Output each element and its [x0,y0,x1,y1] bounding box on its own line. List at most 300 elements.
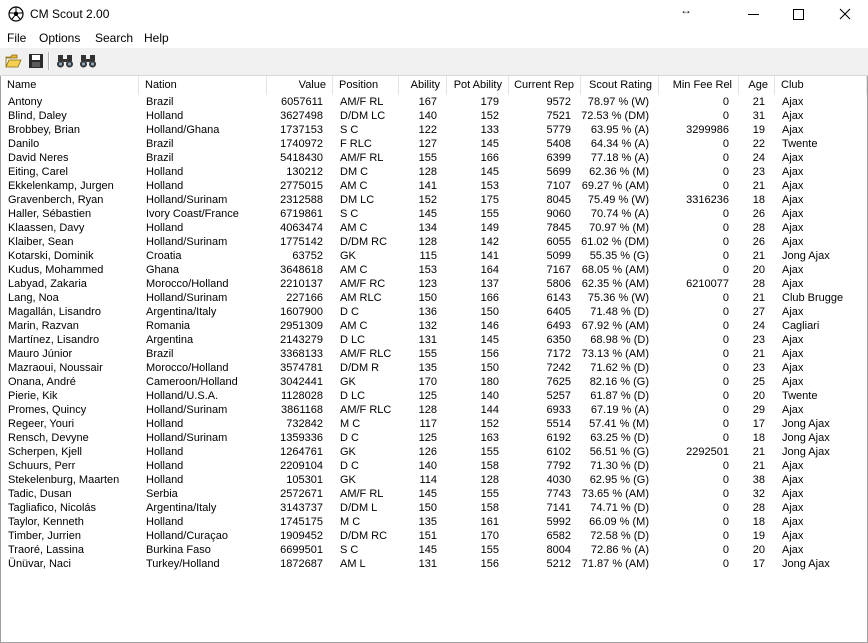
cell-name: Brobbey, Brian [8,124,80,136]
cell-name: Tagliafico, Nicolás [8,502,97,514]
cell-ability: 135 [418,516,437,528]
cell-position: AM/F RL [340,488,384,500]
cell-scout-rating: 68.05 % (AM) [581,264,649,276]
column-header-ability[interactable]: Ability [399,76,447,95]
cell-club: Ajax [782,488,804,500]
cell-club: Jong Ajax [782,558,830,570]
cell-ability: 132 [418,320,437,332]
cell-age: 19 [752,124,765,136]
cell-pot-ability: 156 [480,348,499,360]
cell-name: Traoré, Lassina [8,544,85,556]
cell-club: Jong Ajax [782,432,830,444]
table-row[interactable] [1,333,867,347]
player-list[interactable] [0,76,868,643]
cell-age: 28 [752,502,765,514]
cell-pot-ability: 155 [480,544,499,556]
table-row[interactable] [1,543,867,557]
cell-scout-rating: 63.25 % (D) [590,432,649,444]
cell-ability: 127 [418,138,437,150]
cell-club: Twente [782,390,818,402]
table-row[interactable] [1,179,867,193]
cell-current-rep: 7743 [546,488,571,500]
cell-name: Promes, Quincy [8,404,87,416]
cell-min-fee-rel: 0 [722,376,729,388]
cell-scout-rating: 73.13 % (AM) [581,348,649,360]
cell-position: S C [340,544,359,556]
cell-ability: 151 [418,530,437,542]
table-row[interactable] [1,137,867,151]
table-row[interactable] [1,319,867,333]
cell-scout-rating: 73.65 % (AM) [581,488,649,500]
cell-nation: Croatia [146,250,182,262]
cell-club: Ajax [782,194,804,206]
cell-age: 26 [752,208,765,220]
cell-min-fee-rel: 0 [722,348,729,360]
cell-ability: 125 [418,432,437,444]
cell-scout-rating: 71.30 % (D) [590,460,649,472]
cell-position: D/DM RC [340,236,388,248]
table-row[interactable] [1,235,867,249]
cell-age: 17 [752,418,765,430]
cell-age: 23 [752,166,765,178]
table-row[interactable] [1,123,867,137]
column-header-row [1,76,867,95]
cell-nation: Holland/Surinam [146,236,228,248]
table-row[interactable] [1,515,867,529]
cell-club: Ajax [782,502,804,514]
cell-value: 1359336 [280,432,323,444]
column-header-pot-ability[interactable]: Pot Ability [447,76,509,95]
cell-pot-ability: 150 [480,306,499,318]
cell-pot-ability: 155 [480,208,499,220]
cell-ability: 135 [418,362,437,374]
cell-position: AM/F RC [340,278,386,290]
cell-ability: 122 [418,124,437,136]
cell-position: DM LC [340,194,375,206]
cell-name: Klaassen, Davy [8,222,85,234]
cell-value: 5418430 [280,152,323,164]
table-row[interactable] [1,221,867,235]
cell-position: D C [340,460,359,472]
cell-pot-ability: 140 [480,390,499,402]
cell-ability: 140 [418,460,437,472]
cell-ability: 128 [418,166,437,178]
cell-value: 227166 [286,292,323,304]
cell-current-rep: 6055 [546,236,571,248]
cell-club: Ajax [782,152,804,164]
cell-nation: Holland/Surinam [146,404,228,416]
cell-current-rep: 6933 [546,404,571,416]
cell-age: 23 [752,334,765,346]
cell-current-rep: 5699 [546,166,571,178]
cell-min-fee-rel: 0 [722,558,729,570]
cell-nation: Holland [146,180,184,192]
cell-scout-rating: 63.95 % (A) [590,124,649,136]
cell-min-fee-rel: 0 [722,264,729,276]
cell-value: 2951309 [280,320,323,332]
minimize-button[interactable] [730,0,776,28]
cell-ability: 145 [418,544,437,556]
cell-pot-ability: 145 [480,334,499,346]
cell-scout-rating: 55.35 % (G) [589,250,649,262]
cell-club: Ajax [782,96,804,108]
cell-value: 3368133 [280,348,323,360]
cell-pot-ability: 150 [480,362,499,374]
cell-club: Ajax [782,236,804,248]
cell-value: 6719861 [280,208,323,220]
cell-value: 2210137 [280,278,323,290]
cell-position: GK [340,474,356,486]
cell-ability: 128 [418,236,437,248]
cell-nation: Holland [146,166,184,178]
cell-position: D C [340,306,359,318]
cell-min-fee-rel: 0 [722,404,729,416]
cell-club: Ajax [782,306,804,318]
cell-ability: 125 [418,390,437,402]
cell-ability: 153 [418,264,437,276]
cell-value: 1909452 [280,530,323,542]
cell-value: 3574781 [280,362,323,374]
binoculars-icon [78,52,98,70]
cell-age: 21 [752,446,765,458]
cell-club: Ajax [782,222,804,234]
cell-current-rep: 8045 [546,194,571,206]
table-row[interactable] [1,165,867,179]
cell-age: 27 [752,306,765,318]
cell-pot-ability: 164 [480,264,499,276]
cell-age: 18 [752,432,765,444]
cell-name: Onana, André [8,376,76,388]
cell-nation: Argentina/Italy [146,502,217,514]
cell-value: 4063474 [280,222,323,234]
cell-age: 20 [752,390,765,402]
table-row[interactable] [1,109,867,123]
cell-current-rep: 7141 [546,502,571,514]
table-row[interactable] [1,529,867,543]
table-row[interactable] [1,277,867,291]
cell-name: Labyad, Zakaria [8,278,87,290]
cell-value: 2143279 [280,334,323,346]
column-header-nation[interactable]: Nation [139,76,267,95]
cell-current-rep: 7792 [546,460,571,472]
cell-value: 732842 [286,418,323,430]
cell-current-rep: 4030 [546,474,571,486]
cell-pot-ability: 170 [480,530,499,542]
cell-min-fee-rel: 0 [722,362,729,374]
cell-current-rep: 6399 [546,152,571,164]
cell-value: 1740972 [280,138,323,150]
cell-ability: 155 [418,348,437,360]
cell-min-fee-rel: 0 [722,516,729,528]
cell-current-rep: 6405 [546,306,571,318]
cell-value: 63752 [292,250,323,262]
cell-min-fee-rel: 0 [722,292,729,304]
toolbar-separator [48,52,50,70]
resize-cursor-icon: ↔ [680,3,692,17]
cell-current-rep: 7242 [546,362,571,374]
cell-pot-ability: 146 [480,320,499,332]
column-header-position[interactable]: Position [333,76,399,95]
table-row[interactable] [1,207,867,221]
menu-options[interactable]: Options [39,31,81,45]
cell-club: Jong Ajax [782,250,830,262]
cell-nation: Cameroon/Holland [146,376,238,388]
cell-age: 25 [752,376,765,388]
cell-age: 23 [752,362,765,374]
cell-min-fee-rel: 3316236 [686,194,729,206]
table-row[interactable] [1,263,867,277]
cell-value: 6699501 [280,544,323,556]
table-row[interactable] [1,193,867,207]
maximize-icon [793,9,804,20]
cell-club: Twente [782,138,818,150]
cell-name: Mazraoui, Noussair [8,362,103,374]
cell-club: Ajax [782,334,804,346]
cell-scout-rating: 78.97 % (W) [587,96,649,108]
cell-min-fee-rel: 0 [722,110,729,122]
cell-min-fee-rel: 0 [722,460,729,472]
cell-name: Tadic, Dusan [8,488,72,500]
cell-nation: Holland [146,446,184,458]
toolbar [0,48,868,76]
cell-position: DM C [340,166,369,178]
cell-current-rep: 6192 [546,432,571,444]
cell-min-fee-rel: 0 [722,250,729,262]
table-row[interactable] [1,389,867,403]
column-header-age[interactable]: Age [739,76,775,95]
cell-age: 20 [752,264,765,276]
open-button[interactable] [4,52,24,70]
table-row[interactable] [1,557,867,571]
cell-ability: 134 [418,222,437,234]
table-row[interactable] [1,291,867,305]
cell-nation: Morocco/Holland [146,362,229,374]
cell-value: 2572671 [280,488,323,500]
cell-ability: 167 [418,96,437,108]
cell-min-fee-rel: 0 [722,222,729,234]
table-row[interactable] [1,501,867,515]
cell-current-rep: 6582 [546,530,571,542]
cell-name: Gravenberch, Ryan [8,194,104,206]
cell-min-fee-rel: 0 [722,390,729,402]
table-row[interactable] [1,445,867,459]
table-row[interactable] [1,403,867,417]
cell-pot-ability: 145 [480,138,499,150]
cell-nation: Brazil [146,96,174,108]
close-icon [839,8,851,20]
cell-current-rep: 5257 [546,390,571,402]
title-bar [0,0,868,28]
cell-club: Ajax [782,376,804,388]
cell-pot-ability: 149 [480,222,499,234]
cell-min-fee-rel: 0 [722,166,729,178]
column-header-min-fee-rel[interactable]: Min Fee Rel [659,76,739,95]
cell-min-fee-rel: 0 [722,306,729,318]
cell-name: Schuurs, Perr [8,460,76,472]
cell-club: Ajax [782,264,804,276]
cell-current-rep: 5514 [546,418,571,430]
cell-ability: 141 [418,180,437,192]
cell-pot-ability: 166 [480,292,499,304]
cell-value: 1737153 [280,124,323,136]
cell-value: 3143737 [280,502,323,514]
cell-scout-rating: 62.35 % (AM) [581,278,649,290]
cell-min-fee-rel: 3299986 [686,124,729,136]
cell-nation: Burkina Faso [146,544,211,556]
column-header-scout-rating[interactable]: Scout Rating [581,76,659,95]
cell-position: GK [340,250,356,262]
cell-name: Mauro Júnior [8,348,73,360]
cell-value: 1264761 [280,446,323,458]
table-row[interactable] [1,95,867,109]
table-row[interactable] [1,249,867,263]
cell-current-rep: 7625 [546,376,571,388]
cell-current-rep: 7521 [546,110,571,122]
cell-scout-rating: 69.27 % (AM) [581,180,649,192]
cell-current-rep: 5212 [546,558,571,570]
cell-age: 31 [752,110,765,122]
cell-ability: 126 [418,446,437,458]
cell-age: 24 [752,320,765,332]
cell-ability: 152 [418,194,437,206]
cell-club: Ajax [782,460,804,472]
cell-age: 19 [752,530,765,542]
cell-pot-ability: 152 [480,110,499,122]
cell-nation: Ghana [146,264,180,276]
cell-club: Ajax [782,530,804,542]
menu-help[interactable]: Help [144,31,169,45]
table-row[interactable] [1,305,867,319]
cell-min-fee-rel: 0 [722,208,729,220]
cell-min-fee-rel: 0 [722,152,729,164]
column-header-value[interactable]: Value [267,76,333,95]
menu-bar [0,28,868,48]
cell-position: GK [340,376,356,388]
cell-ability: 117 [419,418,437,430]
cell-age: 21 [752,96,765,108]
column-header-current-rep[interactable]: Current Rep [509,76,581,95]
table-row[interactable] [1,473,867,487]
cell-scout-rating: 67.92 % (AM) [581,320,649,332]
search-next-button[interactable] [78,52,98,70]
cell-current-rep: 5806 [546,278,571,290]
cell-position: AM C [340,222,368,234]
cell-position: AM/F RLC [340,348,392,360]
cell-position: AM C [340,320,368,332]
cell-min-fee-rel: 0 [722,488,729,500]
search-button[interactable] [55,52,75,70]
cell-scout-rating: 74.71 % (D) [590,502,649,514]
cell-pot-ability: 133 [480,124,499,136]
table-row[interactable] [1,375,867,389]
table-row[interactable] [1,431,867,445]
cell-nation: Romania [146,320,191,332]
cell-min-fee-rel: 0 [722,474,729,486]
cell-position: M C [340,516,361,528]
cell-position: AM RLC [340,292,382,304]
cell-position: AM C [340,180,368,192]
cell-name: Ünüvar, Naci [8,558,71,570]
cell-pot-ability: 166 [480,152,499,164]
cell-scout-rating: 72.86 % (A) [590,544,649,556]
window-title: CM Scout 2.00 [30,7,110,21]
table-row[interactable] [1,361,867,375]
cell-name: Haller, Sébastien [8,208,92,220]
cell-scout-rating: 77.18 % (A) [590,152,649,164]
maximize-button[interactable] [775,0,821,28]
cell-age: 28 [752,278,765,290]
cell-pot-ability: 155 [480,488,499,500]
cell-club: Ajax [782,278,804,290]
cell-position: S C [340,124,359,136]
table-row[interactable] [1,459,867,473]
cell-age: 18 [752,194,765,206]
cell-value: 1872687 [280,558,323,570]
cell-min-fee-rel: 0 [722,502,729,514]
cell-position: D/DM RC [340,530,388,542]
save-icon [26,52,46,70]
cell-ability: 150 [418,502,437,514]
cell-name: Eiting, Carel [8,166,68,178]
cell-club: Ajax [782,208,804,220]
cell-scout-rating: 75.36 % (W) [587,292,649,304]
cell-current-rep: 6102 [546,446,571,458]
cell-value: 1775142 [280,236,323,248]
cell-name: Kudus, Mohammed [8,264,104,276]
cell-min-fee-rel: 0 [722,544,729,556]
cell-name: Marin, Razvan [8,320,79,332]
table-row[interactable] [1,417,867,431]
cell-current-rep: 9060 [546,208,571,220]
menu-file[interactable]: File [7,31,27,45]
close-button[interactable] [822,0,868,28]
soccer-ball-icon [8,6,24,22]
table-row[interactable] [1,347,867,361]
cell-ability: 114 [419,474,437,486]
table-row[interactable] [1,487,867,501]
cell-age: 24 [752,152,765,164]
cell-min-fee-rel: 0 [722,180,729,192]
cell-pot-ability: 153 [480,180,499,192]
menu-search[interactable]: Search [95,31,134,45]
cell-nation: Holland/Ghana [146,124,220,136]
cell-nation: Holland [146,222,184,234]
cell-name: Pierie, Kik [8,390,58,402]
cell-current-rep: 6493 [546,320,571,332]
save-button[interactable] [26,52,46,70]
cell-position: D LC [340,334,366,346]
cell-club: Ajax [782,110,804,122]
column-header-club[interactable]: Club [775,76,867,95]
cell-name: Lang, Noa [8,292,59,304]
cell-value: 3042441 [280,376,323,388]
cell-scout-rating: 75.49 % (W) [587,194,649,206]
cell-scout-rating: 66.09 % (M) [589,516,649,528]
cell-pot-ability: 179 [480,96,499,108]
cell-current-rep: 9572 [546,96,571,108]
cell-age: 38 [752,474,765,486]
cell-min-fee-rel: 0 [722,418,729,430]
cell-nation: Serbia [146,488,178,500]
cell-position: D LC [340,390,366,402]
cell-scout-rating: 62.36 % (M) [589,166,649,178]
table-row[interactable] [1,151,867,165]
column-header-name[interactable]: Name [1,76,139,95]
cell-nation: Holland/Curaçao [146,530,228,542]
cell-pot-ability: 163 [480,432,499,444]
cell-min-fee-rel: 0 [722,334,729,346]
cell-pot-ability: 158 [480,460,499,472]
